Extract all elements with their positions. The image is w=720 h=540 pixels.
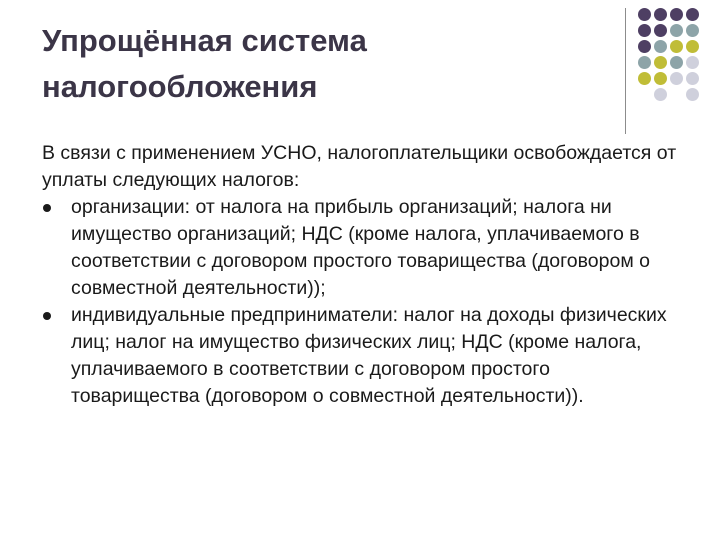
decoration-dot bbox=[638, 56, 651, 69]
title-divider bbox=[625, 8, 626, 134]
decoration-dot bbox=[686, 72, 699, 85]
decoration-dot bbox=[686, 56, 699, 69]
decoration-dot bbox=[654, 40, 667, 53]
decoration-dot bbox=[686, 8, 699, 21]
decoration-dot bbox=[638, 24, 651, 37]
decoration-dot bbox=[654, 24, 667, 37]
decoration-dot bbox=[654, 8, 667, 21]
intro-text: В связи с применением УСНО, налогоплательщики освобождается от уплаты следующих налогов: bbox=[42, 142, 677, 191]
bullet-item bbox=[42, 194, 682, 302]
bullet-icon bbox=[43, 204, 51, 212]
bullet-text: индивидуальные предприниматели: налог на доходы физических лиц; налог на имущество физических лиц; НДС (кроме налога, уплачиваемого в соответствии с договором простого товарищества (договором о совместной деятельности)). bbox=[71, 304, 667, 407]
slide-title-line: Упрощённая система bbox=[42, 23, 367, 58]
decoration-dot bbox=[654, 72, 667, 85]
decoration-dot bbox=[670, 56, 683, 69]
decoration-dot bbox=[654, 88, 667, 101]
decoration-dot bbox=[670, 8, 683, 21]
bullet-list bbox=[42, 194, 682, 410]
decoration-dot bbox=[686, 88, 699, 101]
decoration-dot bbox=[670, 24, 683, 37]
decoration-dot bbox=[670, 40, 683, 53]
decoration-dot bbox=[670, 72, 683, 85]
decoration-dot bbox=[654, 56, 667, 69]
slide-title bbox=[42, 18, 602, 110]
dot-grid-decoration-icon bbox=[638, 8, 718, 108]
bullet-text: организации: от налога на прибыль организаций; налога ни имущество организаций; НДС (кроме налога, уплачиваемого в соответствии с договором простого товарищества (договором о совместной деятельности)); bbox=[71, 196, 651, 299]
bullet-icon bbox=[43, 312, 51, 320]
decoration-dot bbox=[686, 24, 699, 37]
bullet-item bbox=[42, 302, 682, 410]
slide-body bbox=[42, 140, 682, 410]
decoration-dot bbox=[638, 8, 651, 21]
decoration-dot bbox=[638, 40, 651, 53]
slide-title-line: налогообложения bbox=[42, 69, 318, 104]
decoration-dot bbox=[638, 72, 651, 85]
decoration-dot bbox=[686, 40, 699, 53]
